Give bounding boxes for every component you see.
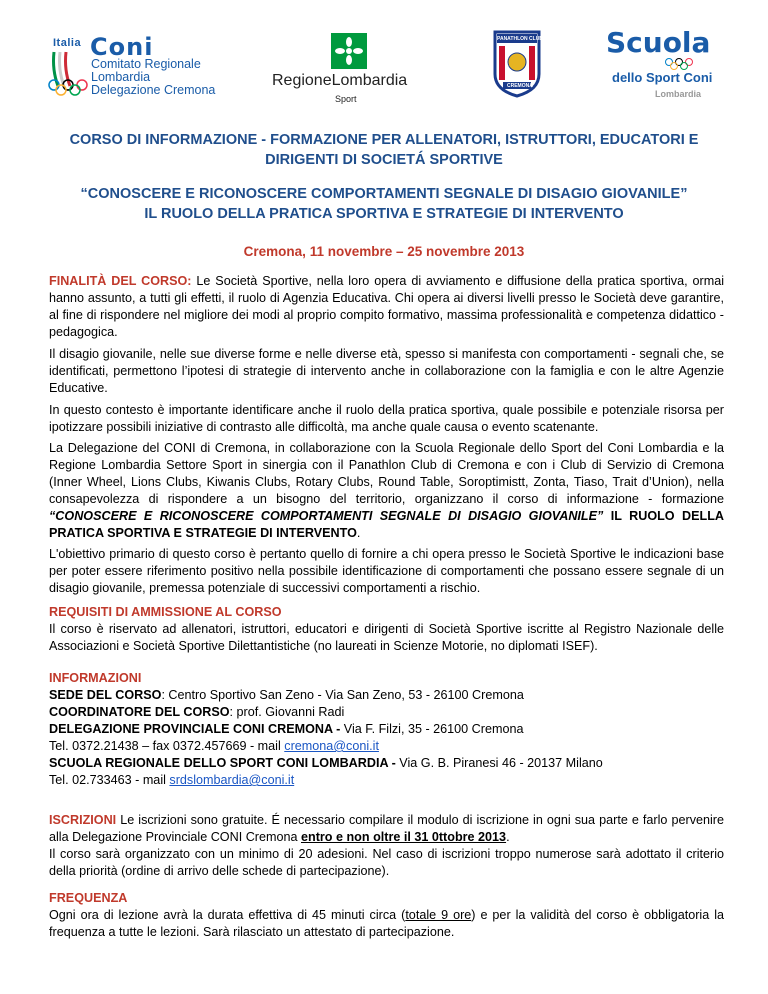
scuola-line <box>49 755 603 772</box>
paragraph-contesto: In questo contesto è importante identificare anche il ruolo della pratica sportiva, quale possibile e potenziale risorsa per ipotizzare possibili iniziative di contrasto alle difficoltà, ma anche quale causa o evento scatenante. <box>49 403 724 434</box>
regione-lombardia-logo-icon <box>331 33 367 69</box>
course-title-emph: “CONOSCERE E RICONOSCERE COMPORTAMENTI SEGNALE DI DISAGIO GIOVANILE” <box>49 509 604 523</box>
sede-value: : Centro Sportivo San Zeno - Via San Zeno, 53 - 26100 Cremona <box>161 688 524 702</box>
requisiti-label: REQUISITI DI AMMISSIONE AL CORSO <box>49 605 282 619</box>
title-line3: “CONOSCERE E RICONOSCERE COMPORTAMENTI SEGNALE DI DISAGIO GIOVANILE” <box>80 186 688 202</box>
title-line2: DIRIGENTI DI SOCIETÁ SPORTIVE <box>265 152 503 168</box>
tel-milano: Tel. 02.733463 - mail <box>49 773 170 787</box>
coni-line2: Lombardia <box>91 70 151 84</box>
scuola-title: Scuola <box>606 26 711 59</box>
frequenza-text <box>49 907 724 941</box>
panathlon-top-label: PANATHLON CLUB <box>497 36 543 42</box>
iscrizioni-minimum: Il corso sarà organizzato con un minimo di 20 adesioni. Nel caso di iscrizioni troppo numerose sarà adottato il criterio della priorità (ordine di arrivo delle schede di partecipazione). <box>49 847 724 878</box>
email-link-srds[interactable]: srdslombardia@coni.it <box>169 773 295 787</box>
finalita-text: Le Società Sportive, nella loro opera di avviamento e diffusione della pratica sportiva, ormai hanno assunto, a tutti gli effetti, il ruolo di Agenzia Educativa. Chi opera ai diversi livelli presso le Società deve garantire, al fine di rispondere nel migliore dei modi al proprio compito formativo, massima professionalità e competenza didattico - pedagogica. <box>49 274 724 339</box>
frequenza-label: FREQUENZA <box>49 891 128 905</box>
requisiti-text: Il corso è riservato ad allenatori, istruttori, educatori e dirigenti di Società Sportive iscritte al Registro Nazionale delle Associazioni e Società Sportive Dilettantistiche (no laureati in Scienze Motorie, no diplomati ISEF). <box>49 622 724 653</box>
delegazione-text: La Delegazione del CONI di Cremona, in collaborazione con la Scuola Regionale dello Sport del Coni Lombardia e la Regione Lombardia Settore Sport in sinergia con il Panathlon Club di Cremona e con i Club di Servizio di Cremona (Inner Wheel, Lions Clubs, Kiwanis Clubs, Rotary Clubs, Round Table, Soroptimistt, Zonta, Tiaso, Trait d’Union), nella consapevolezza di rispondere a un bisogno del territorio, organizzano il corso di informazione - formazione <box>49 441 724 506</box>
coni-italia-label: Italia <box>53 37 82 49</box>
email-link-cremona[interactable]: cremona@coni.it <box>284 739 379 753</box>
iscrizioni-deadline: entro e non oltre il 31 0ttobre 2013 <box>301 830 507 844</box>
frequenza-hours: totale 9 ore <box>405 908 472 922</box>
delegazione-line <box>49 721 523 738</box>
olympic-rings-icon <box>47 78 91 98</box>
regione-lombardia-sector: Sport <box>335 94 357 104</box>
informazioni-label: INFORMAZIONI <box>49 671 142 685</box>
scuola-regionale-label: SCUOLA REGIONALE DELLO SPORT CONI LOMBARDIA - <box>49 756 396 770</box>
sede-line <box>49 687 524 704</box>
delegazione-end: . <box>356 526 361 540</box>
paragraph-disagio: Il disagio giovanile, nelle sue diverse forme e nelle diverse età, spesso si manifesta con comportamenti - segnali che, se identificati, permettono l’ipotesi di strategie di intervento anche in collaborazione con la famiglia e con le altre Agenzie Educative. <box>49 347 724 395</box>
coni-brand: Coni <box>90 33 154 61</box>
coni-line3: Delegazione Cremona <box>91 83 216 97</box>
panathlon-bottom-label: CREMONA <box>507 83 533 89</box>
finalita-label: FINALITÀ DEL CORSO: <box>49 274 192 288</box>
scuola-rings-icon <box>664 58 694 70</box>
tel-cremona: Tel. 0372.21438 – fax 0372.457669 - mail <box>49 739 285 753</box>
iscrizioni-paragraph <box>49 812 724 846</box>
coordinatore-value: : prof. Giovanni Radi <box>229 705 345 719</box>
course-dates: Cremona, 11 novembre – 25 novembre 2013 <box>243 244 525 259</box>
requisiti-section <box>49 604 724 655</box>
scuola-subtitle: dello Sport Coni <box>612 70 713 85</box>
scuola-regionale-address: Via G. B. Piranesi 46 - 20137 Milano <box>395 756 603 770</box>
course-subtitle-emph: IL RUOLO DELLA PRATICA SPORTIVA E STRATEGIE DI INTERVENTO <box>49 509 724 540</box>
coordinatore-line <box>49 704 344 721</box>
frequenza-text-b: ) e per la validità del corso è obbligatoria la frequenza a tutte le lezioni. Sarà rilasciato un attestato di partecipazione. <box>49 908 724 939</box>
contact-line-milano <box>49 772 294 789</box>
coni-line1: Comitato Regionale <box>91 57 201 71</box>
iscrizioni-text: Le iscrizioni sono gratuite. É necessario compilare il modulo di iscrizione in ogni sua parte e farlo pervenire alla Delegazione Provinciale CONI Cremona <box>49 813 724 844</box>
title-line4: IL RUOLO DELLA PRATICA SPORTIVA E STRATEGIE DI INTERVENTO <box>144 206 624 222</box>
iscrizioni-text-end: . <box>506 830 510 844</box>
frequenza-section <box>49 890 724 941</box>
scuola-region: Lombardia <box>655 89 702 99</box>
title-line1: CORSO DI INFORMAZIONE - FORMAZIONE PER ALLENATORI, ISTRUTTORI, EDUCATORI E <box>69 132 699 148</box>
sede-label: SEDE DEL CORSO <box>49 688 162 702</box>
finalita-paragraph <box>49 273 724 341</box>
coordinatore-label: COORDINATORE DEL CORSO <box>49 705 230 719</box>
delegazione-label: DELEGAZIONE PROVINCIALE CONI CREMONA - <box>49 722 341 736</box>
regione-lombardia-name: RegioneLombardia <box>272 72 408 89</box>
frequenza-text-a: Ogni ora di lezione avrà la durata effettiva di 45 minuti circa ( <box>49 908 406 922</box>
iscrizioni-label: ISCRIZIONI <box>49 813 117 827</box>
delegazione-address: Via F. Filzi, 35 - 26100 Cremona <box>340 722 524 736</box>
contact-line-cremona <box>49 738 379 755</box>
paragraph-obiettivo: L'obiettivo primario di questo corso è pertanto quello di fornire a chi opera presso le Società Sportive le indicazioni base per poter essere riferimento positivo nella possibile identificazione di comportamenti che possano essere segnale di un disagio giovanile, premessa potenziale di successivi comportamenti a rischio. <box>49 547 724 595</box>
paragraph-delegazione <box>49 440 724 542</box>
